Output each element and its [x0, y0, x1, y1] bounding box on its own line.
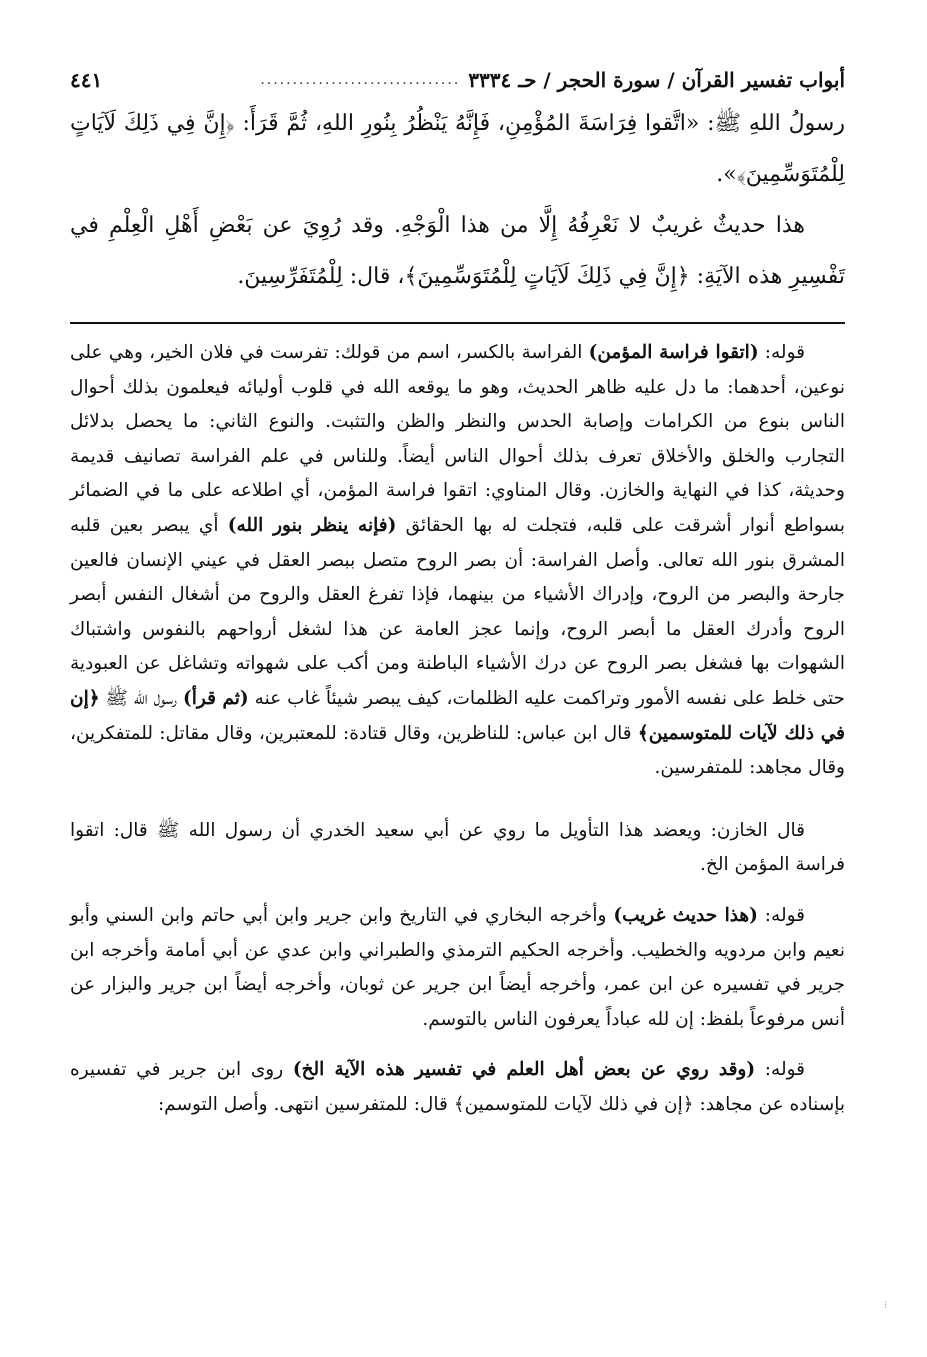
text-run: قوله:: [755, 1059, 805, 1081]
text-run: قوله:: [758, 342, 805, 363]
text-run: هذا حديثٌ غريبٌ لا نَعْرِفُهُ إِلَّا من هذا الْوَجْهِ. وقد رُوِيَ عن بَعْضِ أَهْلِ الْعِلْمِ في تَفْسِيرِ هذه الآيَةِ: ﴿إِنَّ فِي ذَلِكَ لَآيَاتٍ لِلْمُتَوَسِّمِينَ﴾، قال: لِلْمُتَفَرِّسِينَ.: [70, 213, 845, 289]
header-title: أبواب تفسير القرآن / سورة الحجر / حـ ٣٣٣٤: [468, 68, 845, 92]
footnote-separator: [70, 322, 845, 324]
page-number: ٤٤١: [70, 68, 103, 92]
text-run: وأخرجه البخاري في التاريخ وابن جرير وابن أبي حاتم وابن السني وأبو نعيم وابن مردويه والخطيب. وأخرجه الحكيم الترمذي والطبراني وابن عدي عن أبي أمامة وأخرجه ابن جرير في تفسيره عن ابن عمر، وأخرجه أيضاً ابن جرير عن ثوبان، وأخرجه أيضاً ابن جرير والبزار عن أنس مرفوعاً بلفظ: إن لله عباداً يعرفون الناس بالتوسم.: [70, 904, 845, 1030]
document-page: [70, 62, 845, 1122]
text-run: الفراسة بالكسر، اسم من قولك: تفرست في فلان الخير، وهي على نوعين، أحدهما: ما دل عليه ظاهر الحديث، وهو ما يوقعه الله في قلوب أوليائه فيعلمون بذلك أحوال الناس بنوع من الكرامات وإصابة الحدس والنظر والظن والتثبت. والنوع الثاني: ما يحصل بدلائل التجارب والخلق والأخلاق تعرف بذلك أحوال الناس أيضاً. وللناس في علم الفراسة تصانيف قديمة وحديثة، كذا في النهاية والخازن. وقال المناوي: اتقوا فراسة المؤمن، أي اطلاعه على ما في الضمائر بسواطع أنوار أشرقت على قلبه، فتجلت له بها الحقائق: [70, 342, 845, 536]
text-run: رسولُ اللهِ ﷺ: «اتَّقوا فِرَاسَةَ المُؤْمِنِ، فَإِنَّهُ يَنْظُرُ بِنُورِ اللهِ، ثُمَّ قَرَأَ: ﴿إِنَّ فِي ذَلِكَ لَآيَاتٍ لِلْمُتَوَسِّمِينَ﴾».: [70, 111, 845, 187]
hadith-paragraph: [70, 98, 845, 200]
running-header: [70, 62, 845, 98]
commentary: [70, 336, 845, 1122]
text-run: قوله:: [757, 904, 805, 926]
margin-mark: ⁝: [884, 1300, 888, 1311]
commentary-paragraph: [70, 1053, 845, 1122]
text-run: روى ابن جرير في تفسيره بإسناده عن مجاهد: ﴿إن في ذلك لآيات للمتوسمين﴾ قال: للمتفرسين انتهى. وأصل التوسم:: [70, 1059, 845, 1115]
text-run: رسول الله ﷺ: [99, 687, 183, 709]
quoted-lemma: (وقد روي عن بعض أهل العلم في تفسير هذه الآية الخ): [292, 1059, 756, 1081]
header-leader-dots: ...............................: [260, 72, 461, 88]
commentary-paragraph: [70, 899, 845, 1037]
main-text: [70, 98, 845, 302]
commentary-paragraph: [70, 336, 845, 786]
quoted-lemma: (هذا حديث غريب): [613, 904, 758, 926]
quoted-lemma: (ثم قرأ): [183, 687, 249, 709]
text-run: أي يبصر بعين قلبه المشرق بنور الله تعالى. وأصل الفراسة: أن بصر الروح متصل ببصر العقل في عيني الإنسان فالعين جارحة والبصر من الروح، وإدراك الأشياء من بينهما، فإذا تفرغ العقل والروح من أشغال النفس أبصر الروح وأدرك العقل ما أبصر الروح، وإنما عجز العامة عن هذا لشغل أرواحهم بالنفوس واشتباك الشهوات بها فشغل بصر الروح عن درك الأشياء الباطنة ومن أكب على شهواته وتشاغل عن العبودية حتى خلط على نفسه الأمور وتراكمت عليه الظلمات، كيف يبصر شيئاً غاب عنه: [70, 514, 845, 709]
grading-paragraph: [70, 200, 845, 302]
text-run: قال ابن عباس: للناظرين، وقال قتادة: للمعتبرين، وقال مقاتل: للمتفكرين، وقال مجاهد: للمتفرسين.: [70, 722, 845, 779]
text-run: قال الخازن: ويعضد هذا التأويل ما روي عن أبي سعيد الخدري أن رسول الله ﷺ قال: اتقوا فراسة المؤمن الخ.: [70, 819, 845, 876]
quoted-lemma: (اتقوا فراسة المؤمن): [588, 342, 759, 363]
quoted-lemma: ﴿إن في ذلك لآيات للمتوسمين﴾: [70, 687, 845, 744]
quoted-lemma: (فإنه ينظر بنور الله): [227, 514, 397, 536]
commentary-paragraph: [70, 814, 845, 883]
